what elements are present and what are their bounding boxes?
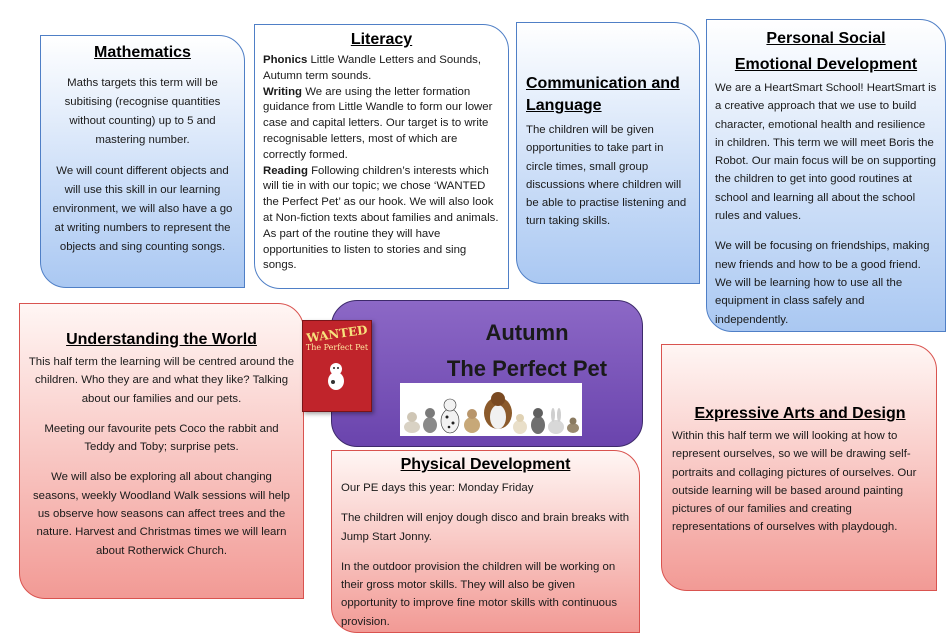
pets-lineup-image: [400, 383, 582, 436]
pets-illustration: [400, 383, 582, 436]
expressive-arts-title: Expressive Arts and Design: [694, 405, 906, 422]
psed-panel: [706, 19, 946, 332]
reading-text: Following children’s interests which will tie in with our topic; we chose ‘WANTED the Perfect Pet’ as our hook. We will also look at Non-fiction texts about families and animals.: [263, 164, 499, 224]
literacy-phonics: [263, 53, 500, 85]
physical-development-paragraph-2: The children will enjoy dough disco and brain breaks with Jump Start Jonny.: [341, 512, 630, 543]
mathematics-panel: [40, 35, 245, 288]
wanted-book-cover-image: [302, 320, 372, 412]
communication-language-paragraph: The children will be given opportunities to take part in circle times, small group discussions where children will be able to practise listening and turn taking skills.: [526, 124, 687, 228]
psed-title-line1: Personal Social: [766, 30, 886, 47]
literacy-title: Literacy: [350, 31, 413, 48]
writing-text: We are using the letter formation guidance from Little Wandle to form our lower case and capital letters. Our target is to write recognisable letters, most of which are correctly formed.: [263, 85, 493, 161]
physical-development-panel: [331, 450, 640, 633]
psed-paragraph-2: We will be focusing on friendships, making new friends and how to be a good friend. We will be learning how to use all the equipment in class safely and independently.: [715, 240, 930, 326]
mathematics-paragraph-1: Maths targets this term will be subitising (recognise quantities without counting) up to 5 and mastering number.: [64, 77, 221, 146]
communication-language-panel: [516, 22, 700, 284]
expressive-arts-panel: [661, 344, 937, 591]
psed-paragraph-1: We are a HeartSmart School! HeartSmart is a creative approach that we use to build character, emotional health and resilience in children. This term we will meet Boris the Robot. Our main focus will be on supporting the children to get into good routines at school and learning all about the school rules and values.: [715, 82, 937, 223]
book-subtitle: The Perfect Pet: [305, 343, 369, 352]
topic-title: [412, 315, 642, 387]
physical-development-paragraph-3: In the outdoor provision the children will be working on their gross motor skills. They will also be given opportunity to improve fine motor skills with continuous provision.: [341, 560, 618, 628]
topic-title-name: The Perfect Pet: [446, 356, 608, 381]
communication-language-title: Communication and Language: [526, 75, 680, 114]
psed-title-line2: Emotional Development: [734, 56, 918, 73]
book-dog-illustration: [323, 361, 349, 391]
topic-title-term: Autumn: [485, 320, 569, 345]
understanding-world-paragraph-1: This half term the learning will be centred around the children. Who they are and what they like? Talking about our families and our pets.: [28, 356, 295, 405]
physical-development-title: Physical Development: [400, 456, 571, 473]
phonics-label: Phonics: [263, 54, 308, 66]
expressive-arts-paragraph: Within this half term we will looking at how to represent ourselves, so we will be drawing self-portraits and collaging pictures of ourselves. Our outside learning will be based around painting pictures of our families and creating representations of ourselves with playdough.: [672, 430, 917, 534]
phonics-text: Little Wandle Letters and Sounds, Autumn term sounds.: [263, 54, 482, 82]
reading-label: Reading: [263, 164, 308, 177]
literacy-panel: [254, 24, 509, 289]
understanding-world-title: Understanding the World: [66, 331, 257, 348]
literacy-routine: As part of the routine they will have opportunities to listen to stories and sing songs.: [263, 227, 467, 272]
understanding-world-paragraph-2: Meeting our favourite pets Coco the rabbit and Teddy and Toby; surprise pets.: [44, 422, 279, 454]
topic-title-panel: [331, 300, 643, 447]
physical-development-paragraph-1: Our PE days this year: Monday Friday: [341, 482, 534, 494]
mathematics-title: Mathematics: [94, 44, 191, 61]
mathematics-paragraph-2: We will count different objects and will use this skill in our learning environment, we will also have a go at writing numbers to represent the objects and sing counting songs.: [52, 165, 233, 253]
literacy-reading: [263, 164, 500, 227]
literacy-writing: [263, 85, 500, 164]
book-title-wanted: WANTED: [305, 322, 369, 346]
understanding-world-panel: [19, 303, 304, 599]
understanding-world-paragraph-3: We will also be exploring all about changing seasons, weekly Woodland Walk sessions will help us observe how seasons can affect trees and the nature. Harvest and Christmas times we will learn about Rotherwick Church.: [32, 471, 291, 557]
writing-label: Writing: [263, 85, 303, 98]
